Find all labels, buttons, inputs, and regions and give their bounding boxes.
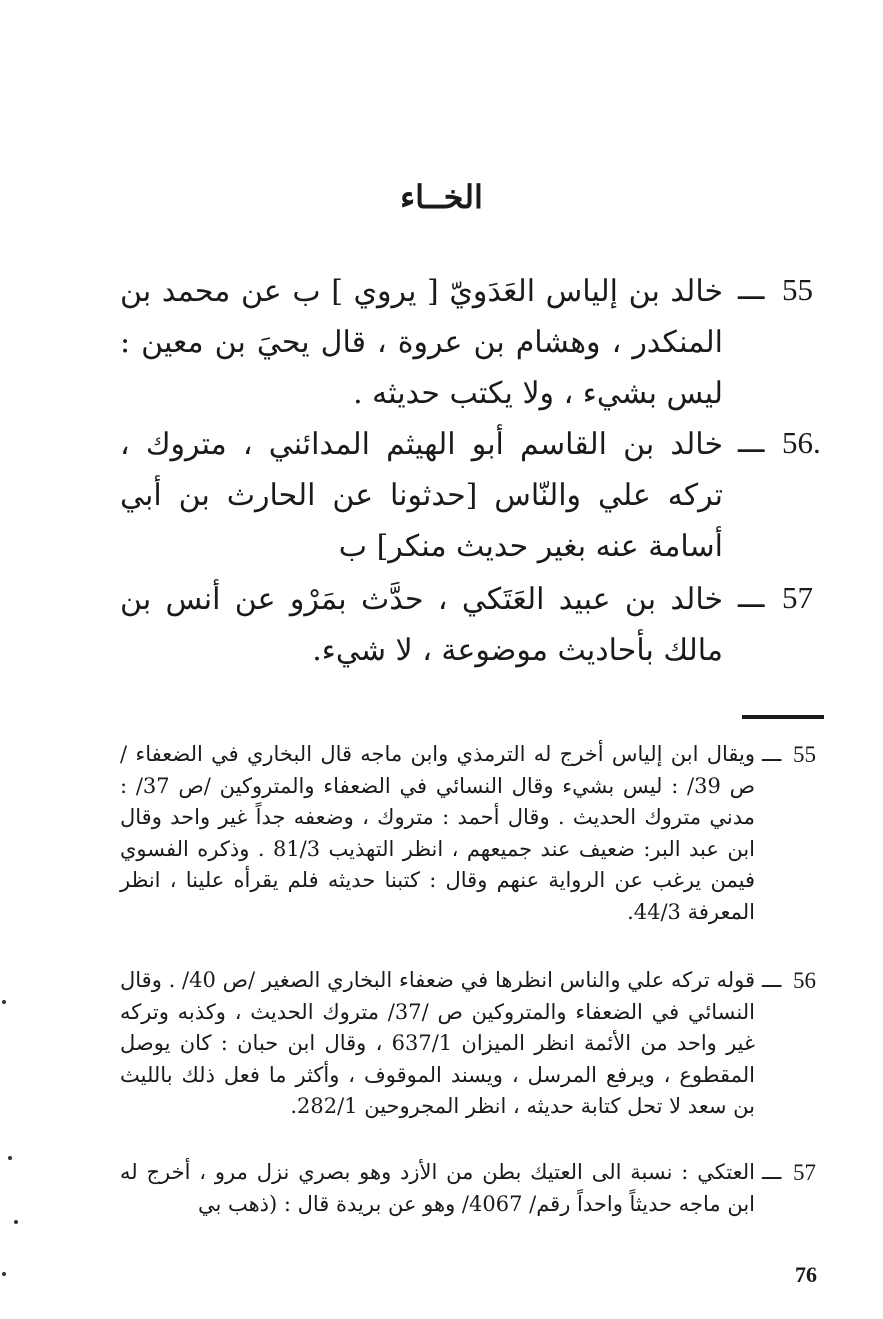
entry-text: خالد بن القاسم أبو الهيثم المدائني ، متروك ، تركه علي والنّاس [حدثونا عن الحارث بن أبي أسامة عنه بغير حديث منكر] ب (120, 427, 723, 564)
entry-dash: ـــ (738, 272, 765, 307)
page-number: 76 (795, 1262, 817, 1287)
footnote-number: 57 (793, 1160, 816, 1185)
footnote-text: ويقال ابن إلياس أخرج له الترمذي وابن ماجه قال البخاري في الضعفاء /ص 39/ : ليس بشيء وقال النسائي في الضعفاء والمتروكين /ص 37/ : مدني متروك الحديث . وقال أحمد : متروك ، وضعفه جداً غير واحد وقال ابن عبد البر: ضعيف عند جميعهم ، انظر التهذيب 81/3 . وذكره الفسوي فيمن يرغب عن الرواية عنهم وقال : كتبنا حديثه فلم يقرأه علينا ، انظر المعرفة 44/3. (120, 742, 756, 924)
footnote-text: العتكي : نسبة الى العتيك بطن من الأزد وهو بصري نزل مرو ، أخرج له ابن ماجه حديثاً واحداً رقم/ 4067/ وهو عن بريدة قال : (ذهب بي (120, 1160, 755, 1216)
scan-speck (8, 1156, 12, 1160)
footnote-number: 56 (793, 968, 816, 993)
entry-number: 56. (782, 425, 821, 460)
footnote-text: قوله تركه علي والناس انظرها في ضعفاء البخاري الصغير /ص 40/ . وقال النسائي في الضعفاء والمتروكين ص /37/ متروك الحديث ، وكذبه وتركه غير واحد من الأئمة انظر الميزان 637/1 ، وقال ابن حبان : كان يوصل المقطوع ، ويرفع المرسل ، ويسند الموقوف ، وأكثر ما فعل ذلك بالليث بن سعد لا تحل كتابة حديثه ، انظر المجروحين 282/1. (120, 968, 755, 1118)
footnote-dash: ـــ (762, 968, 782, 993)
scan-speck (2, 1000, 6, 1004)
footnote-number: 55 (793, 742, 816, 767)
footnote-dash: ـــ (762, 1160, 782, 1185)
entry-dash: ـــ (738, 580, 765, 615)
section-heading: الخــاء (400, 178, 483, 216)
entry-number: 55 (782, 272, 813, 307)
entry-text: خالد بن إلياس العَدَويّ [ يروي ] ب عن محمد بن المنكدر ، وهشام بن عروة ، قال يحيَ بن معين : ليس بشيء ، ولا يكتب حديثه . (120, 274, 723, 411)
footnote-divider (742, 715, 824, 719)
entry-number: 57 (782, 580, 813, 615)
scan-speck (2, 1272, 6, 1276)
entry-text: خالد بن عبيد العَتَكي ، حدَّث بمَرْو عن أنس بن مالك بأحاديث موضوعة ، لا شيء. (120, 582, 723, 668)
footnote-dash: ـــ (762, 742, 782, 767)
entry-dash: ـــ (738, 425, 765, 460)
scan-speck (14, 1220, 18, 1224)
